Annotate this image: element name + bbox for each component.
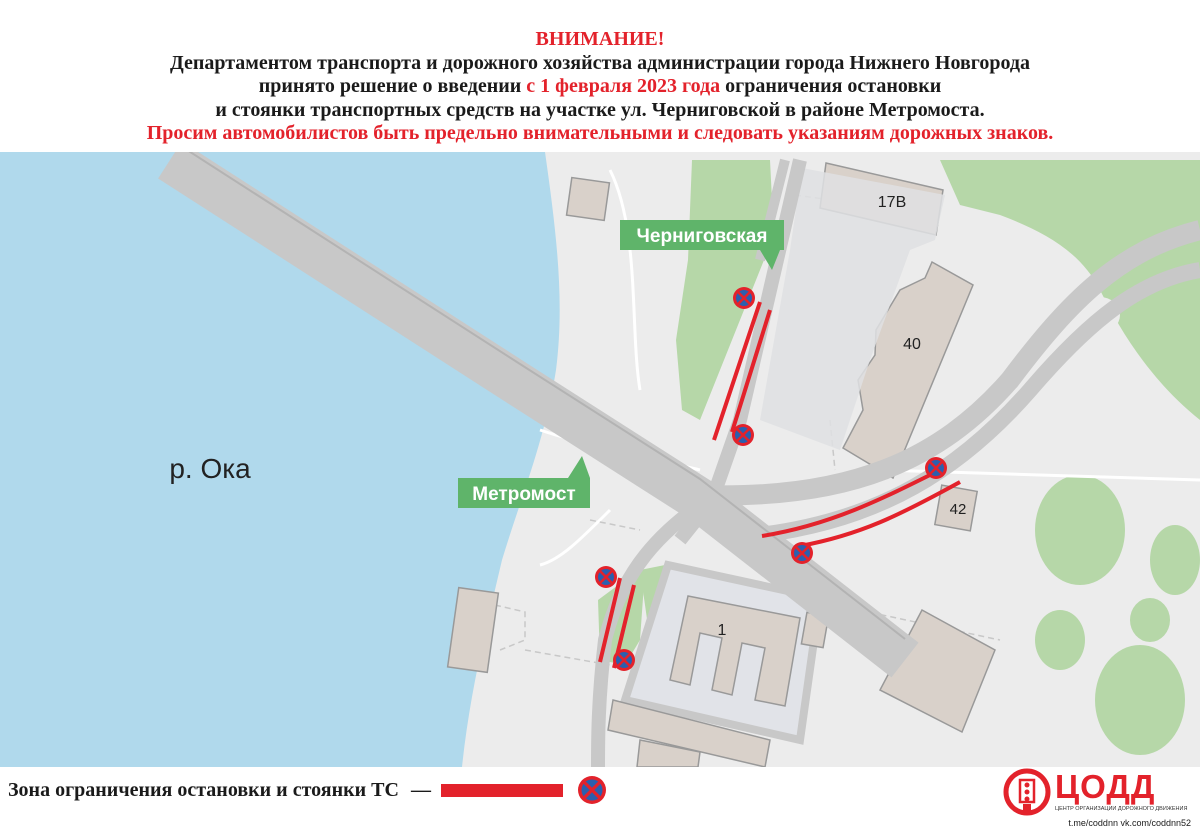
svg-text:Черниговская: Черниговская [636, 226, 768, 247]
header-line-2-start: принято решение о введении [258, 75, 527, 97]
header-line-2-end: ограничения остановки [720, 75, 942, 97]
legend-dash: — [410, 778, 431, 801]
building-northwest [567, 178, 610, 221]
green-2 [1035, 610, 1085, 670]
green-1 [1035, 475, 1125, 585]
header [0, 0, 1200, 155]
no-stopping-sign-3 [925, 457, 947, 479]
no-stopping-sign-2 [732, 424, 754, 446]
header-line-2 [0, 75, 1200, 99]
legend-text: Зона ограничения остановки и стоянки ТС [8, 778, 399, 801]
no-stopping-sign-5 [595, 566, 617, 588]
green-4 [1150, 525, 1200, 595]
building-40-label: 40 [903, 336, 921, 353]
codd-logo [1003, 768, 1193, 828]
attention-title: ВНИМАНИЕ! [535, 28, 665, 50]
legend [8, 770, 607, 810]
green-3 [1095, 645, 1185, 755]
building-17v-label: 17В [877, 194, 907, 211]
codd-emblem-icon [1003, 768, 1051, 818]
logo-subtitle: ЦЕНТР ОРГАНИЗАЦИИ ДОРОЖНОГО ДВИЖЕНИЯ [1055, 806, 1188, 812]
logo-name: ЦОДД [1055, 768, 1156, 805]
svg-text:Метромост: Метромост [472, 484, 576, 505]
header-line-4: Просим автомобилистов быть предельно внимательными и следовать указаниям дорожных знаков. [146, 122, 1054, 144]
no-stopping-sign-4 [791, 542, 813, 564]
legend-no-stopping-sign [577, 775, 607, 805]
header-line-1: Департаментом транспорта и дорожного хозяйства администрации города Нижнего Новгорода [169, 51, 1031, 74]
green-5 [1130, 598, 1170, 642]
effective-date: с 1 февраля 2023 года [526, 75, 721, 97]
building-1-label: 1 [717, 622, 727, 639]
logo-links: t.me/coddnn vk.com/coddnn52 [1068, 818, 1191, 828]
river-label: р. Ока [169, 453, 251, 484]
building-42-label: 42 [949, 501, 967, 518]
no-stopping-sign-6 [613, 649, 635, 671]
no-stopping-sign-1 [733, 287, 755, 309]
header-line-3: и стоянки транспортных средств на участке ул. Черниговской в районе Метромоста. [215, 98, 985, 121]
legend-restriction-line [441, 784, 563, 797]
map [0, 152, 1200, 767]
